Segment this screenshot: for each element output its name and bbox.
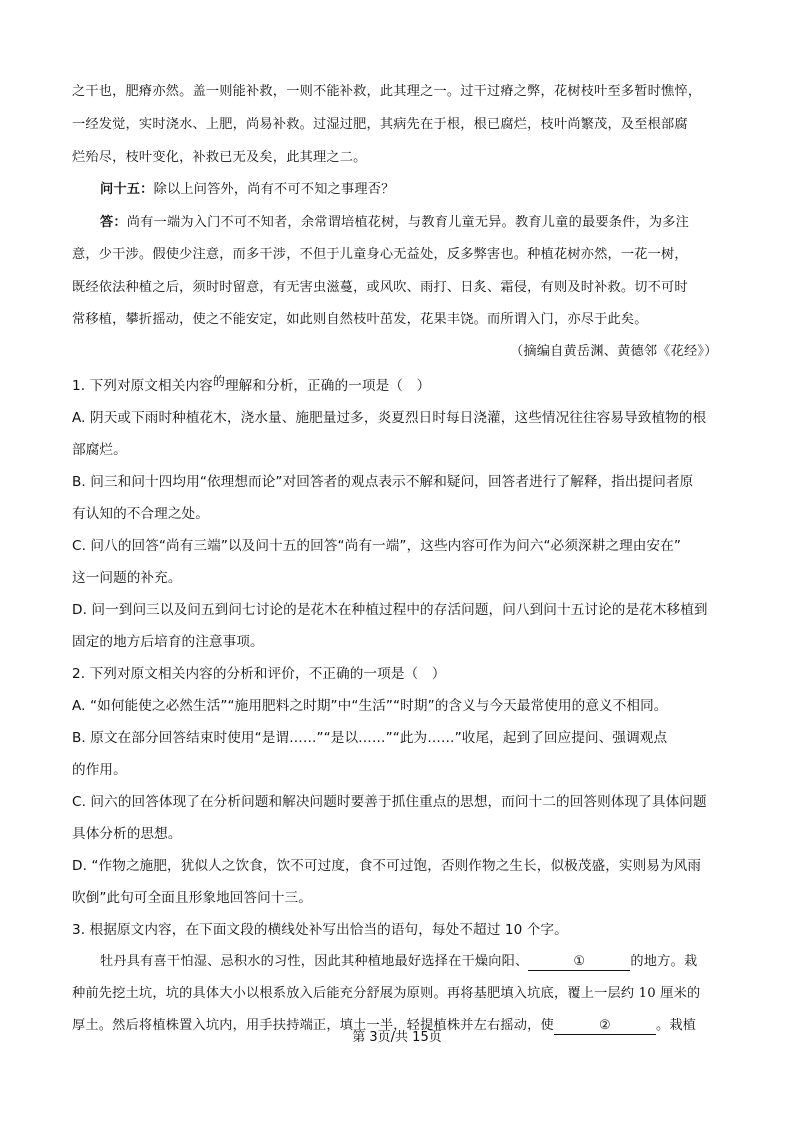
source-citation: （摘编自黄岳渊、黄德邻《花经》） [510,344,718,359]
page-footer: 第 3页/共 15页 [352,1030,442,1045]
passage-line-1: 之干也，肥瘠亦然。盖一则能补救，一则不能补救，此其理之一。过干过瘠之弊，花树枝叶至多暂时憔悴， [72,84,702,99]
q1-option-b-line-1: B. 问三和问十四均用“依理想而论”对回答者的观点表示不解和疑问，回答者进行了解释，指出提问者原 [72,474,694,490]
q1-option-c-line-1: C. 问八的回答“尚有三端”以及问十五的回答“尚有一端”，这些内容可作为问六“必须深耕之理由安在” [72,538,682,554]
question-3-stem: 3. 根据原文内容，在下面文段的横线处补写出恰当的语句，每处不超过 10 个字。 [72,922,568,938]
blank-2[interactable]: ② [554,1019,656,1035]
answer-15-first [100,211,689,230]
q2-option-b-line-1: B. 原文在部分回答结束时使用“是谓……”“是以……”“此为……”收尾，起到了回应提问、强调观点 [72,730,668,746]
q1-option-a-line-1: A. 阴天或下雨时种植花木，浇水量、施肥量过多，炎夏烈日时每日浇灌，这些情况往往容易导致植物的根 [72,410,707,426]
answer-15-label: 答： [100,215,127,230]
blank-1[interactable]: ① [528,955,630,971]
passage-line-2: 一经发觉，实时浇水、上肥，尚易补救。过湿过肥，其病先在于根，根已腐烂，枝叶尚繁茂，及至根部腐 [72,117,688,132]
q3-passage-line-3-b: 。栽植 [655,1018,697,1033]
question-15-text: 除以上问答外，尚有不可不知之事理否？ [153,182,395,197]
q3-passage-line-2: 种前先挖土坑，坑的具体大小以根系放入后能充分舒展为原则。再将基肥填入坑底，覆上一层约 10 厘米的 [72,986,701,1001]
answer-15-line-4: 常移植，攀折摇动，使之不能安定，如此则自然枝叶茁发，花果丰饶。而所谓入门，亦尽于此矣。 [72,312,648,327]
question-1-stem-sup: 的 [212,374,225,388]
q1-option-a-line-2: 部腐烂。 [72,442,127,458]
question-1-stem-a: 1. 下列对原文相关内容 [72,378,213,394]
q3-passage-line-1-b: 的地方。栽 [630,954,698,969]
q3-passage-line-1 [100,950,697,971]
passage-line-3: 烂殆尽，枝叶变化，补救已无及矣，此其理之二。 [72,150,367,165]
q1-option-d-line-2: 固定的地方后培育的注意事项。 [72,634,264,650]
q2-option-b-line-2: 的作用。 [72,762,127,778]
q2-option-d-line-1: D. “作物之施肥，犹似人之饮食，饮不可过度，食不可过饱，否则作物之生长，似极茂盛，实则易为风雨 [72,858,702,874]
q3-passage-line-3-a: 厚土。然后将植株置入坑内，用手扶持端正，填土一半，轻提植株并左右摇动，使 [72,1018,554,1033]
answer-15-text: 尚有一端为入门不可不知者，余常谓培植花树，与教育儿童无异。教育儿童的最要条件，为多注 [126,215,690,230]
q3-passage-line-1-a: 牡丹具有喜干怕湿、忌积水的习性，因此其种植地最好选择在干燥向阳、 [100,954,529,969]
q1-option-d-line-1: D. 问一到问三以及问五到问七讨论的是花木在种植过程中的存活问题，问八到问十五讨论的是花木移植到 [72,602,708,618]
q2-option-d-line-2: 吹倒”此句可全面且形象地回答问十三。 [72,890,312,906]
question-1-stem-b: 理解和分析，正确的一项是（ ） [224,378,431,394]
question-1-stem [72,374,430,394]
answer-15-line-3: 既经依法种植之后，须时时留意，有无害虫滋蔓，或风吹、雨打、日炙、霜侵，有则及时补救。切不可时 [72,280,688,295]
question-15 [100,178,395,197]
q2-option-c-line-2: 具体分析的思想。 [72,826,182,842]
q2-option-a: A. “如何能使之必然生活”“施用肥料之时期”中“生活”“时期”的含义与今天最常使用的意义不相同。 [72,698,668,714]
q1-option-b-line-2: 有认知的不合理之处。 [72,506,209,522]
q2-option-c-line-1: C. 问六的回答体现了在分析问题和解决问题时要善于抓住重点的思想，而问十二的回答则体现了具体问题 [72,794,707,810]
question-2-stem: 2. 下列对原文相关内容的分析和评价，不正确的一项是（ ） [72,666,446,682]
q1-option-c-line-2: 这一问题的补充。 [72,570,182,586]
question-15-label: 问十五： [100,182,154,197]
answer-15-line-2: 意，少干涉。假使少注意，而多干涉，不但于儿童身心无益处，反多弊害也。种植花树亦然，一花一树， [72,247,688,262]
